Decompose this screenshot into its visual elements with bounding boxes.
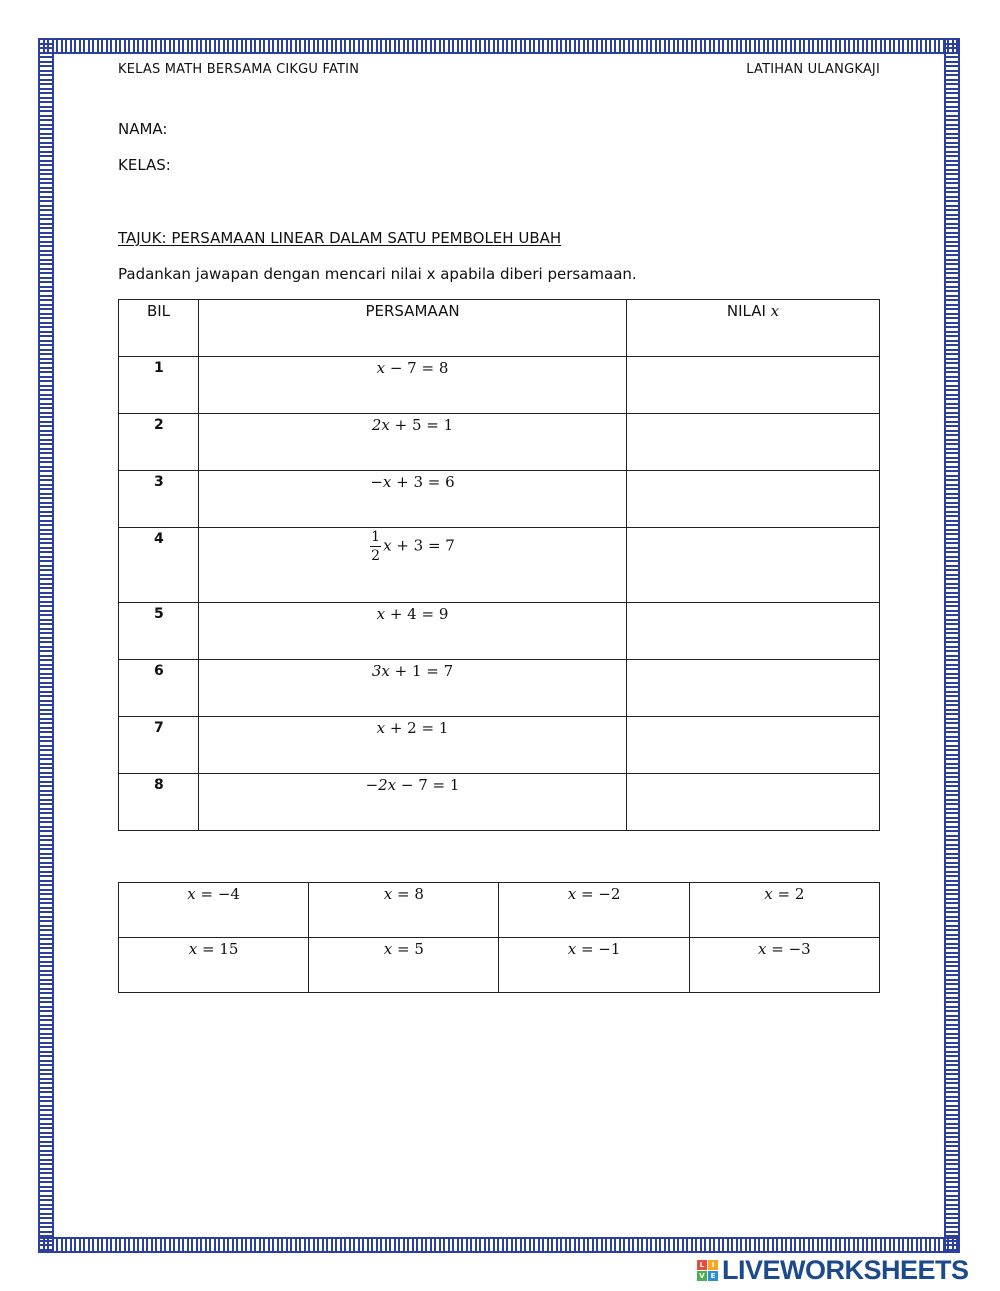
logo-mark-icon [697, 1260, 718, 1281]
logo-mark-letter: E [708, 1271, 718, 1281]
equation-rest: + 5 = 1 [389, 416, 454, 434]
header-bil: BIL [119, 300, 199, 357]
equation-cell [199, 357, 627, 414]
equation-rest: − 7 = 1 [396, 776, 460, 794]
equation-rest: + 4 = 9 [385, 605, 449, 623]
answer-drop-cell[interactable] [627, 414, 880, 471]
equation-rest: + 3 = 6 [391, 473, 455, 491]
answer-options-table [118, 882, 880, 993]
answer-variable: x [188, 940, 198, 958]
answer-variable: x [187, 885, 196, 903]
answer-option[interactable] [499, 938, 689, 993]
equation-rest: + 1 = 7 [389, 662, 454, 680]
logo-mark-letter: I [708, 1260, 718, 1270]
class-field-label: KELAS: [118, 156, 171, 174]
fraction-denominator: 2 [371, 548, 381, 564]
equation-cell [199, 660, 627, 717]
logo-text: LIVEWORKSHEETS [722, 1254, 969, 1285]
row-number: 2 [154, 417, 164, 433]
row-number: 7 [154, 720, 164, 736]
answer-variable: x [383, 885, 393, 903]
equation-cell [199, 528, 627, 603]
header-worksheet-type: LATIHAN ULANGKAJI [746, 62, 880, 77]
name-field-label: NAMA: [118, 120, 168, 138]
answer-value: = −1 [576, 940, 621, 958]
table-row [119, 357, 880, 414]
answer-variable: x [764, 885, 773, 903]
answer-drop-cell[interactable] [627, 717, 880, 774]
equation-variable: x [383, 536, 392, 555]
instruction-text: Padankan jawapan dengan mencari nilai x apabila diberi persamaan. [118, 265, 637, 283]
answer-drop-cell[interactable] [627, 660, 880, 717]
equation-variable: x [376, 605, 386, 623]
answer-value: = −3 [766, 940, 811, 958]
answer-option[interactable] [689, 938, 879, 993]
answer-value: = −2 [576, 885, 621, 903]
fraction-numerator: 1 [371, 529, 381, 545]
answer-variable: x [383, 940, 393, 958]
answer-option[interactable] [689, 883, 879, 938]
answer-value: = 2 [772, 885, 805, 903]
equation-cell [199, 603, 627, 660]
page-border-right [944, 38, 960, 1253]
equation-cell [199, 471, 627, 528]
page-border-left [38, 38, 54, 1253]
equation-cell [199, 774, 627, 831]
answer-variable: x [567, 885, 577, 903]
table-row [119, 603, 880, 660]
table-row [119, 660, 880, 717]
row-number: 1 [154, 360, 164, 376]
page-border-bottom [38, 1237, 960, 1253]
answer-variable: x [567, 940, 577, 958]
equation-variable: x [376, 719, 386, 737]
equation-cell [199, 414, 627, 471]
answer-drop-cell[interactable] [627, 774, 880, 831]
header-value-label: NILAI [726, 302, 771, 320]
answer-row [119, 938, 880, 993]
table-row [119, 528, 880, 603]
row-number: 5 [154, 606, 164, 622]
answer-drop-cell[interactable] [627, 357, 880, 414]
row-number: 8 [154, 777, 164, 793]
page-border-top [38, 38, 960, 54]
answer-value: = 8 [392, 885, 424, 903]
answer-drop-cell[interactable] [627, 603, 880, 660]
answer-value: = 5 [392, 940, 424, 958]
row-number: 3 [154, 474, 164, 490]
equation-table [118, 299, 880, 831]
header-class-name: KELAS MATH BERSAMA CIKGU FATIN [118, 62, 360, 77]
answer-row [119, 883, 880, 938]
table-row [119, 717, 880, 774]
equation-rest: + 3 = 7 [391, 536, 455, 555]
logo-mark-letter: L [697, 1260, 707, 1270]
equation-variable: 2x [371, 416, 390, 434]
liveworksheets-logo [697, 1256, 969, 1284]
worksheet-title: TAJUK: PERSAMAAN LINEAR DALAM SATU PEMBOLEH UBAH [118, 229, 562, 247]
equation-rest: − 7 = 8 [385, 359, 449, 377]
answer-value: = 15 [197, 940, 239, 958]
equation-variable: −2x [365, 776, 397, 794]
header-equation: PERSAMAAN [199, 300, 627, 357]
equation-variable: −x [370, 473, 392, 491]
answer-option[interactable] [499, 883, 689, 938]
row-number: 6 [154, 663, 164, 679]
logo-mark-letter: V [697, 1271, 707, 1281]
equation-variable: x [376, 359, 386, 377]
table-row [119, 774, 880, 831]
answer-variable: x [758, 940, 767, 958]
table-header-row [119, 300, 880, 357]
answer-option[interactable] [119, 883, 309, 938]
answer-drop-cell[interactable] [627, 471, 880, 528]
answer-option[interactable] [309, 883, 499, 938]
equation-variable: 3x [371, 662, 390, 680]
fraction [370, 530, 381, 563]
answer-value: = −4 [195, 885, 240, 903]
answer-drop-cell[interactable] [627, 528, 880, 603]
answer-option[interactable] [309, 938, 499, 993]
answer-option[interactable] [119, 938, 309, 993]
equation-rest: + 2 = 1 [385, 719, 449, 737]
equation-cell [199, 717, 627, 774]
row-number: 4 [154, 531, 164, 547]
header-value-variable: x [770, 302, 780, 320]
table-row [119, 471, 880, 528]
table-row [119, 414, 880, 471]
header-value [627, 300, 880, 357]
